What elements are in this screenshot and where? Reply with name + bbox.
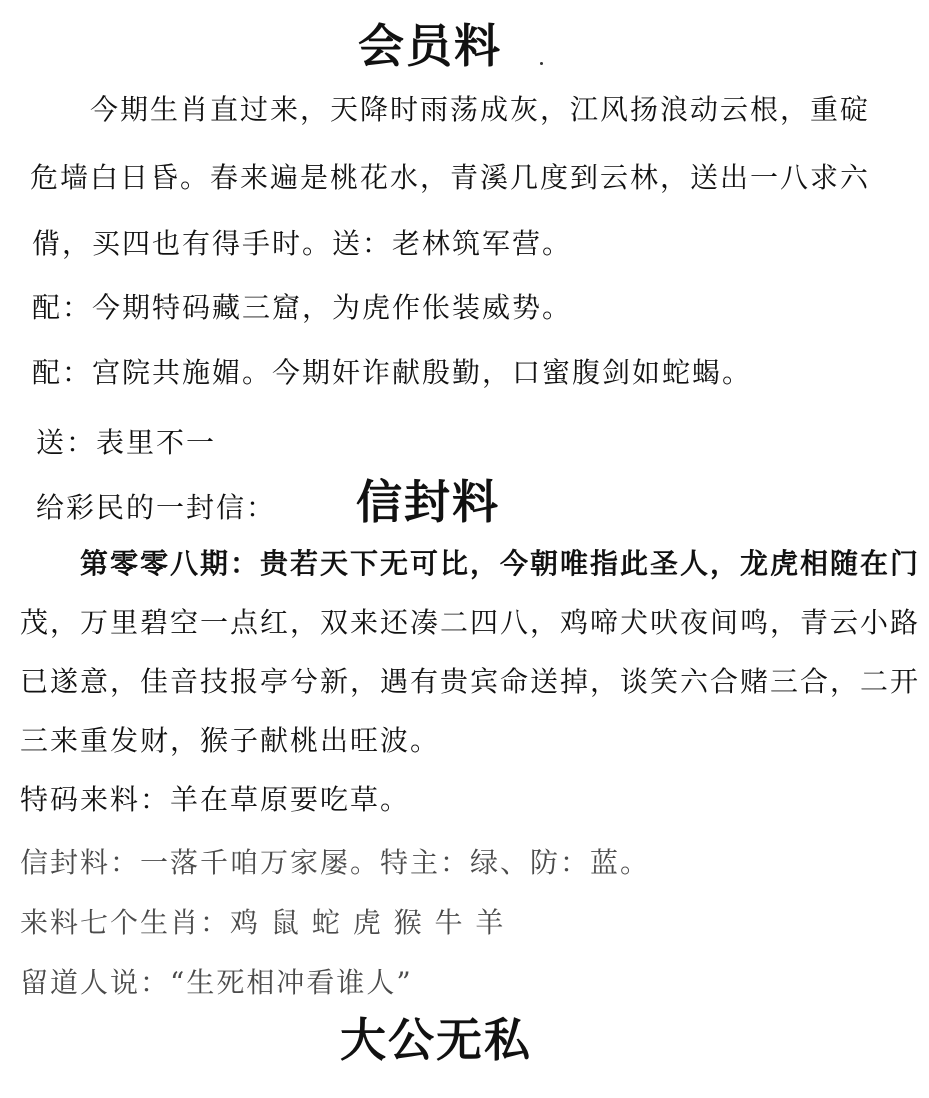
speck-mark [540,62,543,65]
section2-line-7: 来料七个生肖：鸡 鼠 蛇 虎 猴 牛 羊 [20,906,506,939]
section2-line-3: 已遂意，佳音技报亭兮新，遇有贵宾命送掉，谈笑六合赌三合，二开 [20,665,921,698]
section1-line-4: 配：今期特码藏三窟，为虎作伥装威势。 [32,291,573,324]
section1-line-5: 配：宫院共施媚。今期奸诈献殷勤，口蜜腹剑如蛇蝎。 [32,356,753,389]
footer-title: 大公无私 [340,1013,532,1067]
section2-line-5: 特码来料：羊在草原要吃草。 [20,783,411,816]
section1-title: 会员料 [358,19,502,73]
section2-intro: 给彩民的一封信： [36,491,277,524]
section1-line-3: 偝，买四也有得手时。送：老林筑军营。 [32,227,573,260]
section2-line-4: 三来重发财，猴子献桃出旺波。 [20,724,441,757]
section1-line-1: 今期生肖直过来，天降时雨荡成灰，江风扬浪动云根，重碇 [90,93,871,126]
section2-line-1: 第零零八期：贵若天下无可比，今朝唯指此圣人，龙虎相随在门 [80,547,921,580]
section1-line-2: 危墙白日昏。春来遍是桃花水，青溪几度到云林，送出一八求六 [30,161,871,194]
section2-title: 信封料 [356,475,500,529]
section2-line-8: 留道人说：“生死相冲看谁人” [20,966,413,999]
section2-line-6: 信封料：一落千咱万家屡。特主：绿、防：蓝。 [20,846,651,879]
section2-line-2: 茂，万里碧空一点红，双来还凑二四八，鸡啼犬吠夜间鸣，青云小路 [20,606,921,639]
section1-line-6: 送：表里不一 [36,426,217,459]
